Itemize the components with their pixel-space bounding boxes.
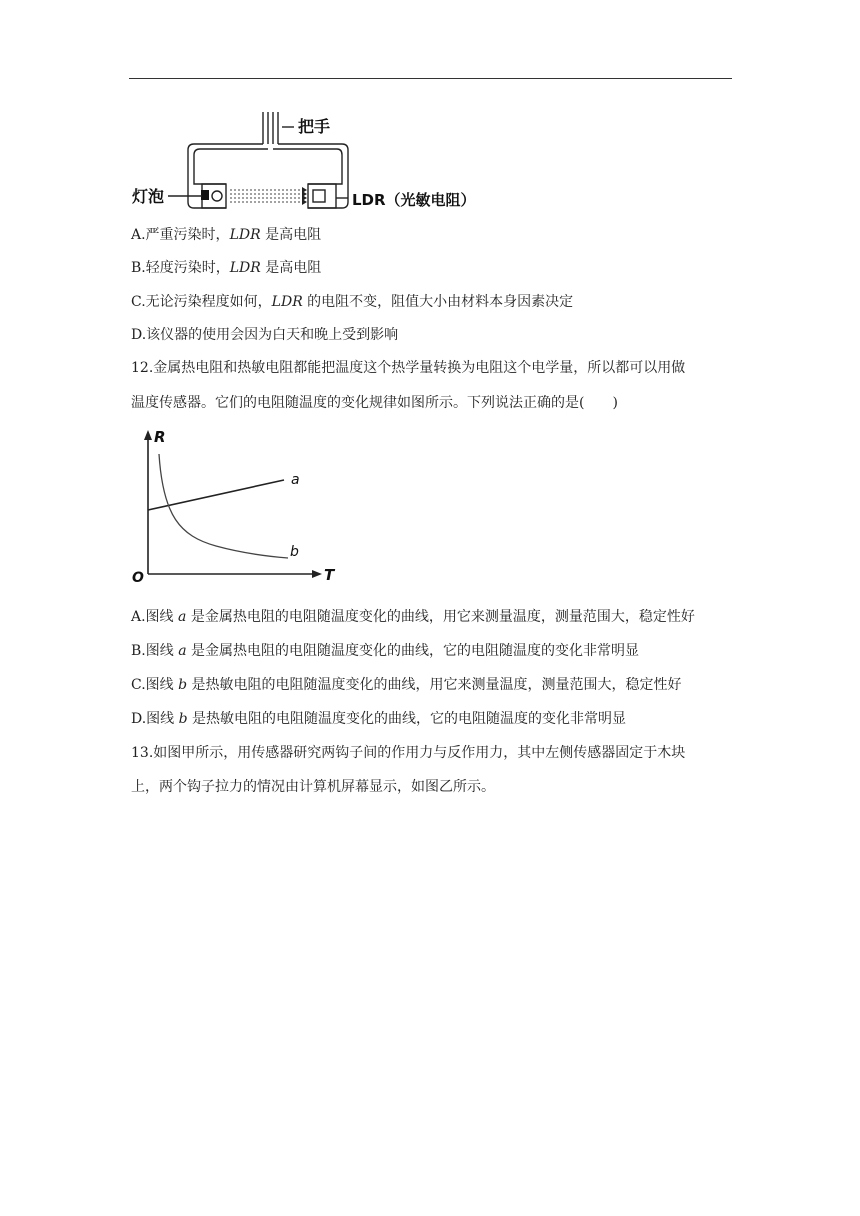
curve-b xyxy=(159,454,288,558)
q11-option-b xyxy=(131,258,321,278)
x-axis-label: T xyxy=(324,566,335,584)
q11-option-a-prefix: A.严重污染时， xyxy=(131,227,230,243)
q13-stem-line1: 13.如图甲所示，用传感器研究两钩子间的作用力与反作用力，其中左侧传感器固定于木块 xyxy=(131,745,686,761)
curve-b-label: b xyxy=(290,544,299,560)
q11-option-a-term: LDR xyxy=(229,227,261,243)
x-axis-arrow xyxy=(312,570,322,578)
q12-stem-line2: 温度传感器。它们的电阻随温度的变化规律如图所示。下列说法正确的是( ) xyxy=(131,395,618,411)
q11-option-c-suffix: 的电阻不变，阻值大小由材料本身因素决定 xyxy=(302,294,574,310)
resistance-temperature-graph xyxy=(128,426,338,588)
q11-option-c xyxy=(131,292,573,312)
q12-option-d-suffix: 是热敏电阻的电阻随温度变化的曲线，它的电阻随温度的变化非常明显 xyxy=(187,711,627,727)
q12-option-b xyxy=(131,641,639,661)
q12-option-d xyxy=(131,709,626,729)
q12-option-b-suffix: 是金属热电阻的电阻随温度变化的曲线，它的电阻随温度的变化非常明显 xyxy=(186,643,640,659)
bulb-icon xyxy=(201,190,209,200)
q11-option-b-suffix: 是高电阻 xyxy=(260,260,322,276)
q12-option-d-term: b xyxy=(178,711,188,727)
q12-option-a-prefix: A.图线 xyxy=(131,609,179,625)
q12-option-a-term: a xyxy=(178,609,187,625)
q11-option-b-term: LDR xyxy=(229,260,261,276)
q11-option-d: D.该仪器的使用会因为白天和晚上受到影响 xyxy=(131,327,399,343)
q12-option-a xyxy=(131,607,695,627)
q11-option-b-prefix: B.轻度污染时， xyxy=(131,260,230,276)
q11-option-a xyxy=(131,225,321,245)
q12-stem-line1: 12.金属热电阻和热敏电阻都能把温度这个热学量转换为电阻这个电学量，所以都可以用做 xyxy=(131,360,686,376)
q11-option-c-term: LDR xyxy=(271,294,303,310)
q12-option-c-term: b xyxy=(178,677,188,693)
q12-option-c-suffix: 是热敏电阻的电阻随温度变化的曲线，用它来测量温度，测量范围大，稳定性好 xyxy=(187,677,682,693)
handle-label: 把手 xyxy=(298,117,331,136)
origin-label: O xyxy=(132,570,144,586)
q12-option-a-suffix: 是金属热电阻的电阻随温度变化的曲线，用它来测量温度，测量范围大，稳定性好 xyxy=(186,609,695,625)
q13-stem-line2: 上，两个钩子拉力的情况由计算机屏幕显示，如图乙所示。 xyxy=(131,779,495,795)
q11-option-a-suffix: 是高电阻 xyxy=(260,227,322,243)
q11-option-c-prefix: C.无论污染程度如何， xyxy=(131,294,272,310)
curve-a-label: a xyxy=(291,472,300,488)
q12-option-c xyxy=(131,675,682,695)
apparatus-figure xyxy=(130,110,500,220)
y-axis-label: R xyxy=(154,428,166,446)
q12-option-d-prefix: D.图线 xyxy=(131,711,179,727)
y-axis-arrow xyxy=(144,430,152,440)
header-rule xyxy=(129,78,732,79)
q12-option-b-prefix: B.图线 xyxy=(131,643,179,659)
ldr-label: LDR（光敏电阻） xyxy=(352,191,476,209)
q12-option-c-prefix: C.图线 xyxy=(131,677,179,693)
bulb-label: 灯泡 xyxy=(132,187,165,206)
q12-option-b-term: a xyxy=(178,643,187,659)
